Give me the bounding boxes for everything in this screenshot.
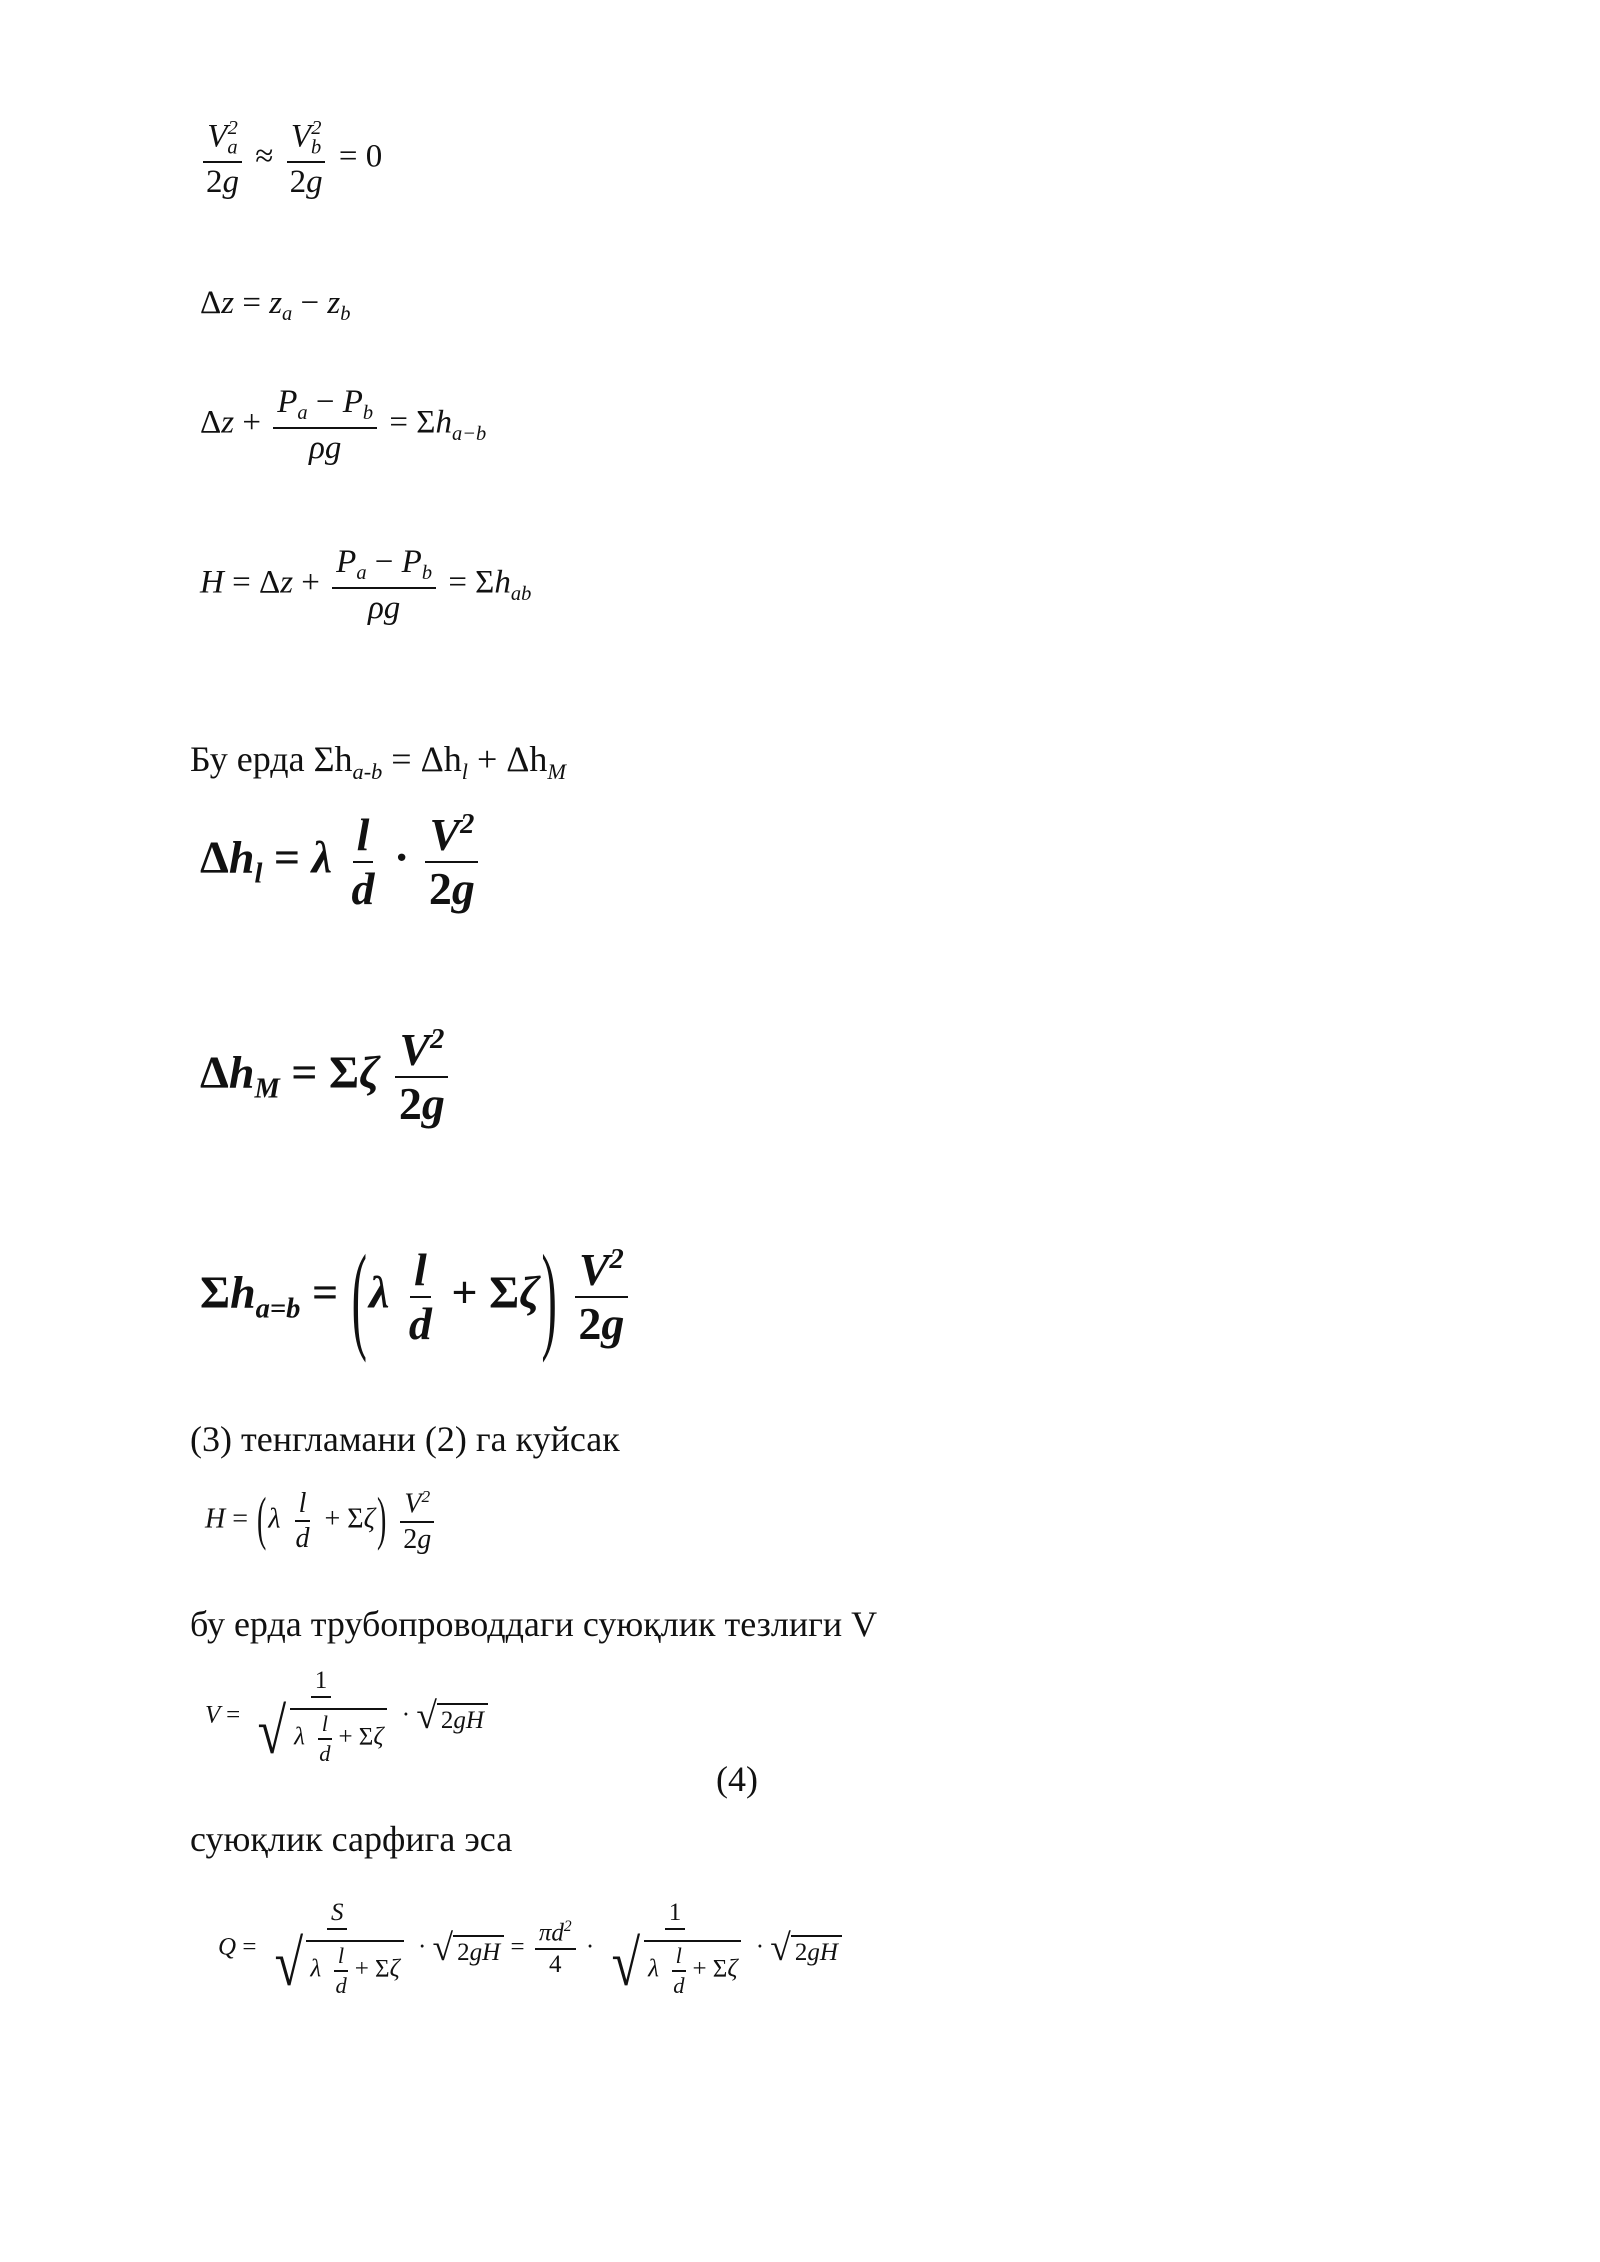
text-flow-intro: суюқлик сарфига эса xyxy=(190,1819,513,1859)
equation-flow-rate: Q = S √ λ $\frac{l}{d}$ + Σζ · √ 2gH = $\frac{\pi d^2}{4}$ · 1 √ λ $\frac{l}{d}$ + Σζ · √ 2gH xyxy=(218,1900,842,1997)
equation-delta-z: $\Delta z = z_a - z_b$ xyxy=(200,285,351,326)
equation-friction-loss: $\Delta h_l = \lambda$ $\frac{l}{d}$ · $\frac{V^2}{2g}$ xyxy=(200,810,483,914)
text-substitute: (3) тенгламани (2) га куйсак xyxy=(190,1419,620,1459)
equation-head-H: H = Δz + $\frac{P_a - P_b}{\rho g}$ = $\Sigma h_{ab}$ xyxy=(200,544,532,626)
equation-local-loss: $\Delta h_M = \Sigma\zeta$ $\frac{V^2}{2g}$ xyxy=(200,1025,453,1129)
text-velocity-intro: бу ерда трубопроводдаги суюқлик тезлиги V xyxy=(190,1604,878,1644)
equation-H-formula: H = (λ $\frac{l}{d}$ + Σζ) $\frac{V^2}{2g}$ xyxy=(205,1488,439,1554)
equation-velocity: V = 1 √ λ $\frac{l}{d}$ + Σζ · √ 2gH xyxy=(205,1668,488,1765)
text-head-loss-sum: Бу ерда $\Sigma h_{a-b} = \Delta h_l + \Delta h_M$ xyxy=(190,739,566,784)
equation-number: (4) xyxy=(716,1759,758,1799)
equation-velocity-heads: $\frac{V_a^2}{2g}$ ≈ $\frac{V_b^2}{2g}$ = 0 xyxy=(198,118,382,200)
equation-total-loss: $\Sigma h_{a=b} = (\lambda$ $\frac{l}{d}$ + Σζ) $\frac{V^2}{2g}$ xyxy=(200,1245,632,1349)
equation-energy-balance: Δz + $\frac{P_a - P_b}{\rho g}$ = $\Sigma h_{a-b}$ xyxy=(200,384,487,466)
